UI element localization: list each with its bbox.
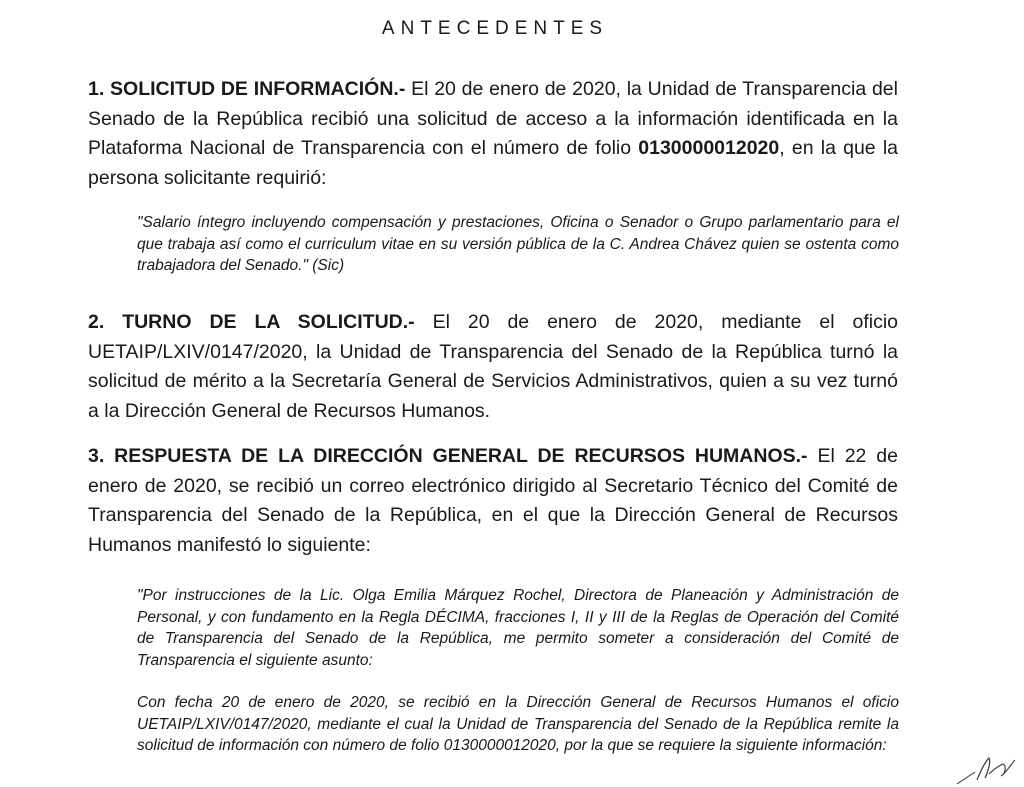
section-3-heading: 3. RESPUESTA DE LA DIRECCIÓN GENERAL DE RECURSOS HUMANOS.- bbox=[88, 445, 808, 467]
folio-number: 0130000012020 bbox=[638, 137, 780, 159]
section-3-text: El 22 de enero de 2020, se recibió un correo electrónico dirigido al Secretario Técnico del Comité de Transparencia del Senado de la República, en el que la Dirección General de Recursos Humanos manifestó lo siguiente: bbox=[88, 445, 898, 556]
section-2-text: El 20 de enero de 2020, mediante el oficio UETAIP/LXIV/0147/2020, la Unidad de Transparencia del Senado de la República turnó la solicitud de mérito a la Secretaría General de Servicios Administrativos, quien a su vez turnó a la Dirección General de Recursos Humanos. bbox=[88, 311, 898, 422]
section-1-heading: 1. SOLICITUD DE INFORMACIÓN.- bbox=[88, 78, 406, 100]
section-1-quote: "Salario íntegro incluyendo compensación y prestaciones, Oficina o Senador o Grupo parlamentario para el que trabaja así como el curriculum vitae en su versión pública de la C. Andrea Chávez quien se ostenta como trabajadora del Senado." (Sic) bbox=[137, 214, 899, 274]
section-3-quote-2: Con fecha 20 de enero de 2020, se recibió en la Dirección General de Recursos Humanos el oficio UETAIP/LXIV/0147/2020, mediante el cual la Unidad de Transparencia del Senado de la República remite la solicitud de información con número de folio 0130000012020, por la que se requiere la siguiente información: bbox=[137, 694, 899, 754]
section-1-text-end: , en la que la persona solicitante requirió: bbox=[88, 137, 898, 189]
section-1-paragraph bbox=[88, 75, 898, 193]
section-2-paragraph bbox=[88, 308, 898, 426]
section-2-heading: 2. TURNO DE LA SOLICITUD.- bbox=[88, 311, 415, 333]
section-3-quote-1: "Por instrucciones de la Lic. Olga Emilia Márquez Rochel, Directora de Planeación y Administración de Personal, y con fundamento en la Regla DÉCIMA, fracciones I, II y III de la Reglas de Operación del Comité de Transparencia del Senado de la República, me permito someter a consideración del Comité de Transparencia el siguiente asunto: bbox=[137, 587, 899, 669]
document-title: ANTECEDENTES bbox=[381, 18, 609, 39]
signature-icon bbox=[955, 752, 1017, 786]
section-1-text: El 20 de enero de 2020, la Unidad de Transparencia del Senado de la República recibió una solicitud de acceso a la información identificada en la Plataforma Nacional de Transparencia con el número de folio bbox=[88, 78, 898, 159]
section-3-paragraph bbox=[88, 442, 898, 560]
